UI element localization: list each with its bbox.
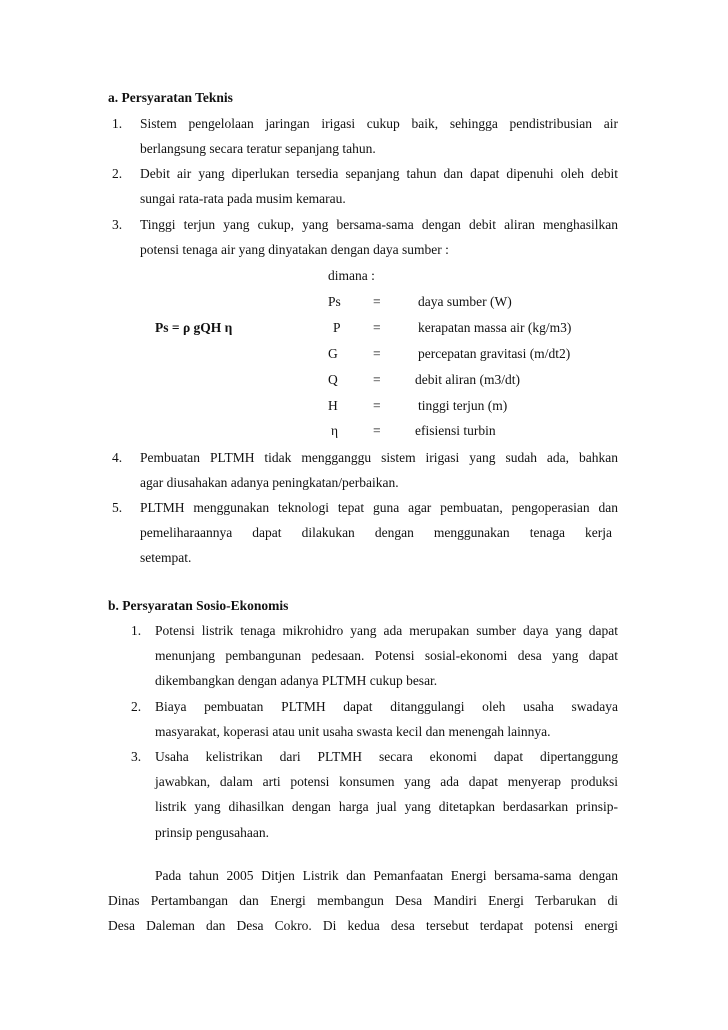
var-desc-h: tinggi terjun (m) [418, 398, 508, 413]
var-sym-ps: Ps [328, 294, 341, 309]
item-a3-line2: potensi tenaga air yang dinyatakan dengan daya sumber : [140, 242, 449, 257]
paragraph-line3: Desa Daleman dan Desa Cokro. Di kedua desa tersebut terdapat potensi energi [108, 918, 618, 933]
item-a3-line1: Tinggi terjun yang cukup, yang bersama-sama dengan debit aliran menghasilkan [140, 217, 618, 232]
item-a2-line1: Debit air yang diperlukan tersedia sepanjang tahun dan dapat dipenuhi oleh debit [140, 166, 618, 181]
item-a4-line1: Pembuatan PLTMH tidak mengganggu sistem irigasi yang sudah ada, bahkan [140, 450, 618, 465]
item-b3-line4: prinsip pengusahaan. [155, 825, 269, 840]
item-a5-line3: setempat. [140, 550, 192, 565]
item-b2-line1: Biaya pembuatan PLTMH dapat ditanggulangi oleh usaha swadaya [155, 699, 618, 714]
item-a1-line2: berlangsung secara teratur sepanjang tahun. [140, 141, 376, 156]
var-sym-q: Q [328, 372, 338, 387]
item-b1-line2: menunjang pembangunan pedesaan. Potensi sosial-ekonomi desa yang dapat [155, 648, 618, 663]
var-desc-p: kerapatan massa air (kg/m3) [418, 320, 572, 335]
item-a2-line2: sungai rata-rata pada musim kemarau. [140, 191, 346, 206]
var-eq-ps: = [373, 294, 381, 309]
where-label: dimana : [328, 268, 375, 283]
item-a3-number: 3. [112, 217, 123, 232]
paragraph-line2: Dinas Pertambangan dan Energi membangun Desa Mandiri Energi Terbarukan di [108, 893, 618, 908]
item-b1-line3: dikembangkan dengan adanya PLTMH cukup besar. [155, 673, 438, 688]
var-eq-q: = [373, 372, 381, 387]
var-sym-g: G [328, 346, 338, 361]
item-a1-number: 1. [112, 116, 123, 131]
item-b1-line1: Potensi listrik tenaga mikrohidro yang ada merupakan sumber daya yang dapat [155, 623, 618, 638]
item-a5-line1: PLTMH menggunakan teknologi tepat guna agar pembuatan, pengoperasian dan [140, 500, 618, 515]
item-a4-line2: agar diusahakan adanya peningkatan/perbaikan. [140, 475, 399, 490]
formula: Ps = ρ gQH η [155, 320, 233, 335]
var-sym-p: P [333, 320, 341, 335]
var-desc-eta: efisiensi turbin [415, 423, 496, 438]
var-eq-eta: = [373, 423, 381, 438]
item-b3-number: 3. [131, 749, 142, 764]
item-b3-line1: Usaha kelistrikan dari PLTMH secara ekonomi dapat dipertanggung [155, 749, 618, 764]
var-eq-g: = [373, 346, 381, 361]
item-a4-number: 4. [112, 450, 123, 465]
item-b3-line3: listrik yang dihasilkan dengan harga jual yang ditetapkan berdasarkan prinsip- [155, 799, 618, 814]
item-b2-number: 2. [131, 699, 142, 714]
item-a1-line1: Sistem pengelolaan jaringan irigasi cukup baik, sehingga pendistribusian air [140, 116, 618, 131]
paragraph-line1: Pada tahun 2005 Ditjen Listrik dan Pemanfaatan Energi bersama-sama dengan [155, 868, 618, 883]
var-desc-q: debit aliran (m3/dt) [415, 372, 520, 387]
section-a-heading: a. Persyaratan Teknis [108, 90, 233, 105]
var-eq-p: = [373, 320, 381, 335]
item-a5-number: 5. [112, 500, 123, 515]
item-a2-number: 2. [112, 166, 123, 181]
section-b-heading: b. Persyaratan Sosio-Ekonomis [108, 598, 289, 613]
item-a5-line2: pemeliharaannya dapat dilakukan dengan menggunakan tenaga kerja [140, 525, 612, 540]
item-b2-line2: masyarakat, koperasi atau unit usaha swasta kecil dan menengah lainnya. [155, 724, 551, 739]
var-sym-h: H [328, 398, 338, 413]
var-sym-eta: η [331, 423, 339, 438]
var-eq-h: = [373, 398, 381, 413]
item-b1-number: 1. [131, 623, 142, 638]
var-desc-g: percepatan gravitasi (m/dt2) [418, 346, 571, 361]
var-desc-ps: daya sumber (W) [418, 294, 512, 309]
item-b3-line2: jawabkan, dalam arti potensi konsumen yang ada dapat menyerap produksi [155, 774, 618, 789]
